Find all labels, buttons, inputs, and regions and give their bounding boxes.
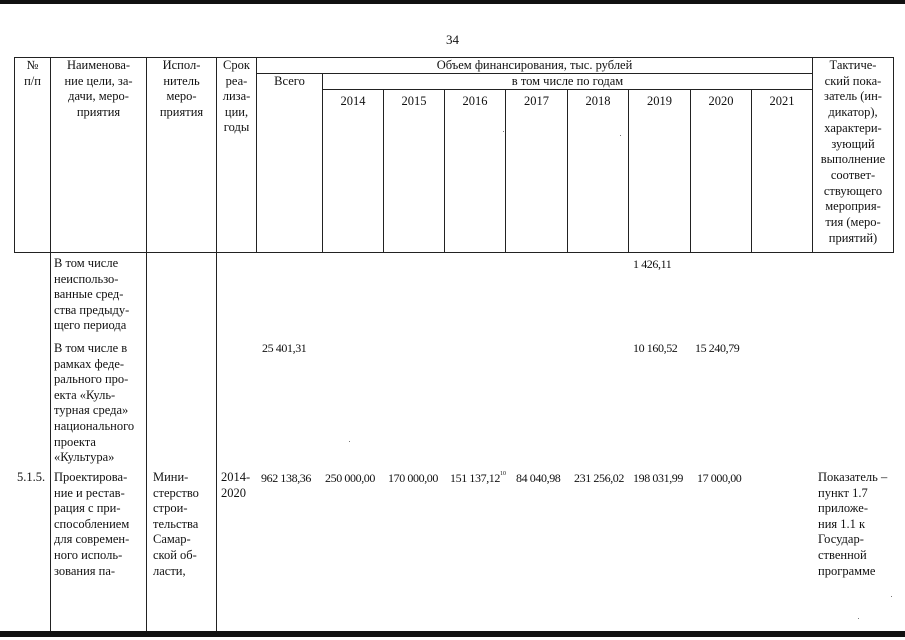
row-item-2014: 250 000,00 xyxy=(325,471,376,485)
header-year: 2017 xyxy=(524,94,549,108)
row-item-2017: 84 040,98 xyxy=(516,471,561,485)
footnote-marker: 10 xyxy=(500,471,507,477)
header-year: 2016 xyxy=(462,94,488,108)
header-term: Срок реа- лиза- ции, годы xyxy=(222,58,251,135)
row-item-name: Проектирова- ние и рестав- рация с при- способлением для современ- ного исполь- зования па- xyxy=(54,470,130,578)
row-item-num: 5.1.5. xyxy=(17,470,46,484)
header-total: Всего xyxy=(274,74,305,88)
header-year: 2021 xyxy=(769,94,795,108)
row-federal-2019: 10 160,52 xyxy=(633,341,678,355)
row-item-total: 962 138,36 xyxy=(261,471,312,485)
row-item-2015: 170 000,00 xyxy=(388,471,439,485)
page-number: 34 xyxy=(446,32,459,47)
header-year: 2018 xyxy=(585,94,611,108)
scan-speck xyxy=(891,596,892,597)
header-year: 2020 xyxy=(708,94,734,108)
row-item-executor: Мини- стерство строи- тельства Самар- ской об- ласти, xyxy=(153,470,199,578)
scan-speck xyxy=(349,441,350,442)
row-federal-total: 25 401,31 xyxy=(262,341,307,355)
scan-speck xyxy=(858,618,859,619)
row-item-indicator: Показатель – пункт 1.7 приложе- ния 1.1 к Государ- ственной программе xyxy=(818,470,888,578)
row-federal-2020: 15 240,79 xyxy=(695,341,740,355)
header-name: Наименова- ние цели, за- дачи, меро- приятия xyxy=(64,58,133,119)
scan-speck xyxy=(620,135,621,136)
header-year: 2019 xyxy=(647,94,672,108)
header-funding: Объем финансирования, тыс. рублей xyxy=(436,58,633,72)
header-year: 2015 xyxy=(401,94,427,108)
row-item-2020: 17 000,00 xyxy=(697,471,742,485)
bottom-border xyxy=(0,631,905,637)
row-unused-2019: 1 426,11 xyxy=(633,257,672,271)
scan-speck xyxy=(503,131,504,132)
header-by-years: в том числе по годам xyxy=(511,74,624,88)
row-item-2018: 231 256,02 xyxy=(574,471,625,485)
row-federal-name: В том числе в рамках феде- рального про- екта «Куль- турная среда» национального проекта «Культура» xyxy=(54,341,135,465)
header-num: № п/п xyxy=(24,58,41,88)
header-year: 2014 xyxy=(340,94,366,108)
header-indicator: Тактиче- ский пока- затель (ин- дикатор), характери- зующий выполнение соответ- ствующего мероприя- тия (меро- приятий) xyxy=(820,58,886,245)
row-item-2019: 198 031,99 xyxy=(633,471,684,485)
row-unused-name: В том числе неиспользо- ванные сред- ства предыду- щего периода xyxy=(54,256,130,333)
row-item-2016: 151 137,12$^{10}$ xyxy=(450,471,507,485)
header-executor: Испол- нитель меро- приятия xyxy=(159,58,204,119)
row-item-term: 2014- 2020 xyxy=(221,470,251,500)
